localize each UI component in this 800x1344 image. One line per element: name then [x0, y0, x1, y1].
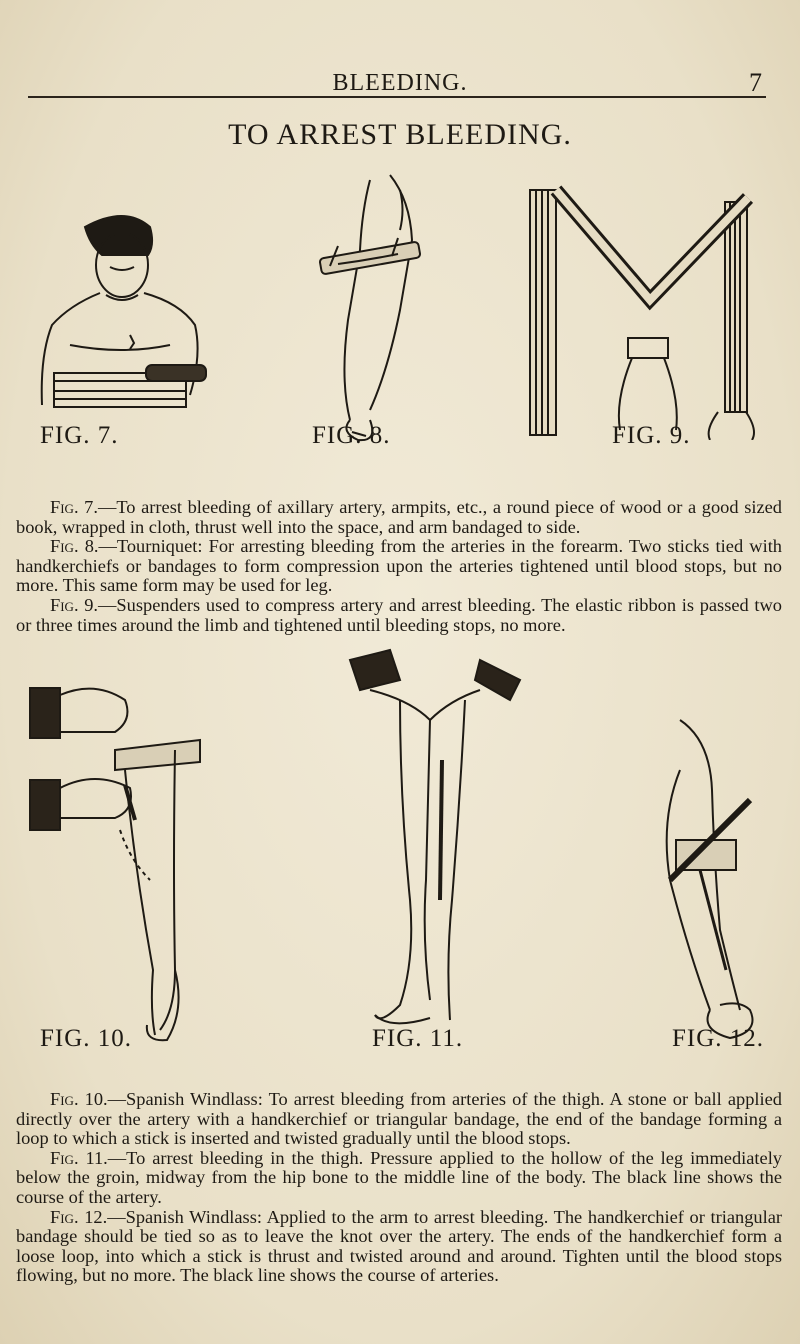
- paragraph-fig12: Fig. 12.—Spanish Windlass: Applied to the arm to arrest bleeding. The handkerchief or triangular bandage should be tied so as to leave the knot over the artery. The ends of the handkerchief form a loose loop, into which a stick is thrust and twisted around and around. Tighten until the blood stops flowing, but no more. The black line shows the course of arteries.: [16, 1206, 782, 1286]
- figure-11-illustration: [330, 640, 530, 1040]
- figure-10-illustration: [25, 670, 215, 1045]
- paragraph-fig8: Fig. 8.—Tourniquet: For arresting bleeding from the arteries in the forearm. Two sticks tied with handkerchiefs or bandages to form compression upon the arteries tightened until blood stops, but no more. This same form may be used for leg.: [16, 536, 782, 596]
- running-head: BLEEDING.: [332, 70, 468, 96]
- paragraph-fig7: Fig. 7.—To arrest bleeding of axillary artery, armpits, etc., a round piece of wood or a good sized book, wrapped in cloth, thrust well into the space, and arm bandaged to side.: [16, 497, 782, 537]
- header-rule: [28, 96, 766, 98]
- figure-9-caption: FIG. 9.: [612, 422, 691, 449]
- paragraph-fig11: Fig. 11.—To arrest bleeding in the thigh. Pressure applied to the hollow of the leg immediately below the groin, midway from the hip bone to the middle line of the body. The black line shows the course of the artery.: [16, 1147, 782, 1207]
- paragraph-fig9: Fig. 9.—Suspenders used to compress artery and arrest bleeding. The elastic ribbon is passed two or three times around the limb and tightened until bleeding stops, no more.: [16, 594, 782, 635]
- section-title: TO ARREST BLEEDING.: [228, 118, 572, 151]
- top-captions-text: [16, 498, 782, 635]
- figure-8-illustration: [300, 170, 440, 445]
- bottom-captions-text: [16, 1090, 782, 1286]
- figure-8-caption: FIG. 8.: [312, 422, 391, 449]
- figure-7-illustration: [30, 205, 220, 420]
- figure-9-illustration: [520, 180, 770, 440]
- figure-7-caption: FIG. 7.: [40, 422, 119, 449]
- figure-12-caption: FIG. 12.: [672, 1025, 765, 1052]
- paragraph-fig10: Fig. 10.—Spanish Windlass: To arrest bleeding from arteries of the thigh. A stone or ball applied directly over the artery with a handkerchief or triangular bandage, the end of the bandage forming a loop to which a stick is inserted and twisted gradually until the blood stops.: [16, 1089, 782, 1149]
- page-number: 7: [749, 68, 762, 97]
- figure-11-caption: FIG. 11.: [372, 1025, 464, 1052]
- figure-12-illustration: [640, 710, 770, 1040]
- figure-10-caption: FIG. 10.: [40, 1025, 133, 1052]
